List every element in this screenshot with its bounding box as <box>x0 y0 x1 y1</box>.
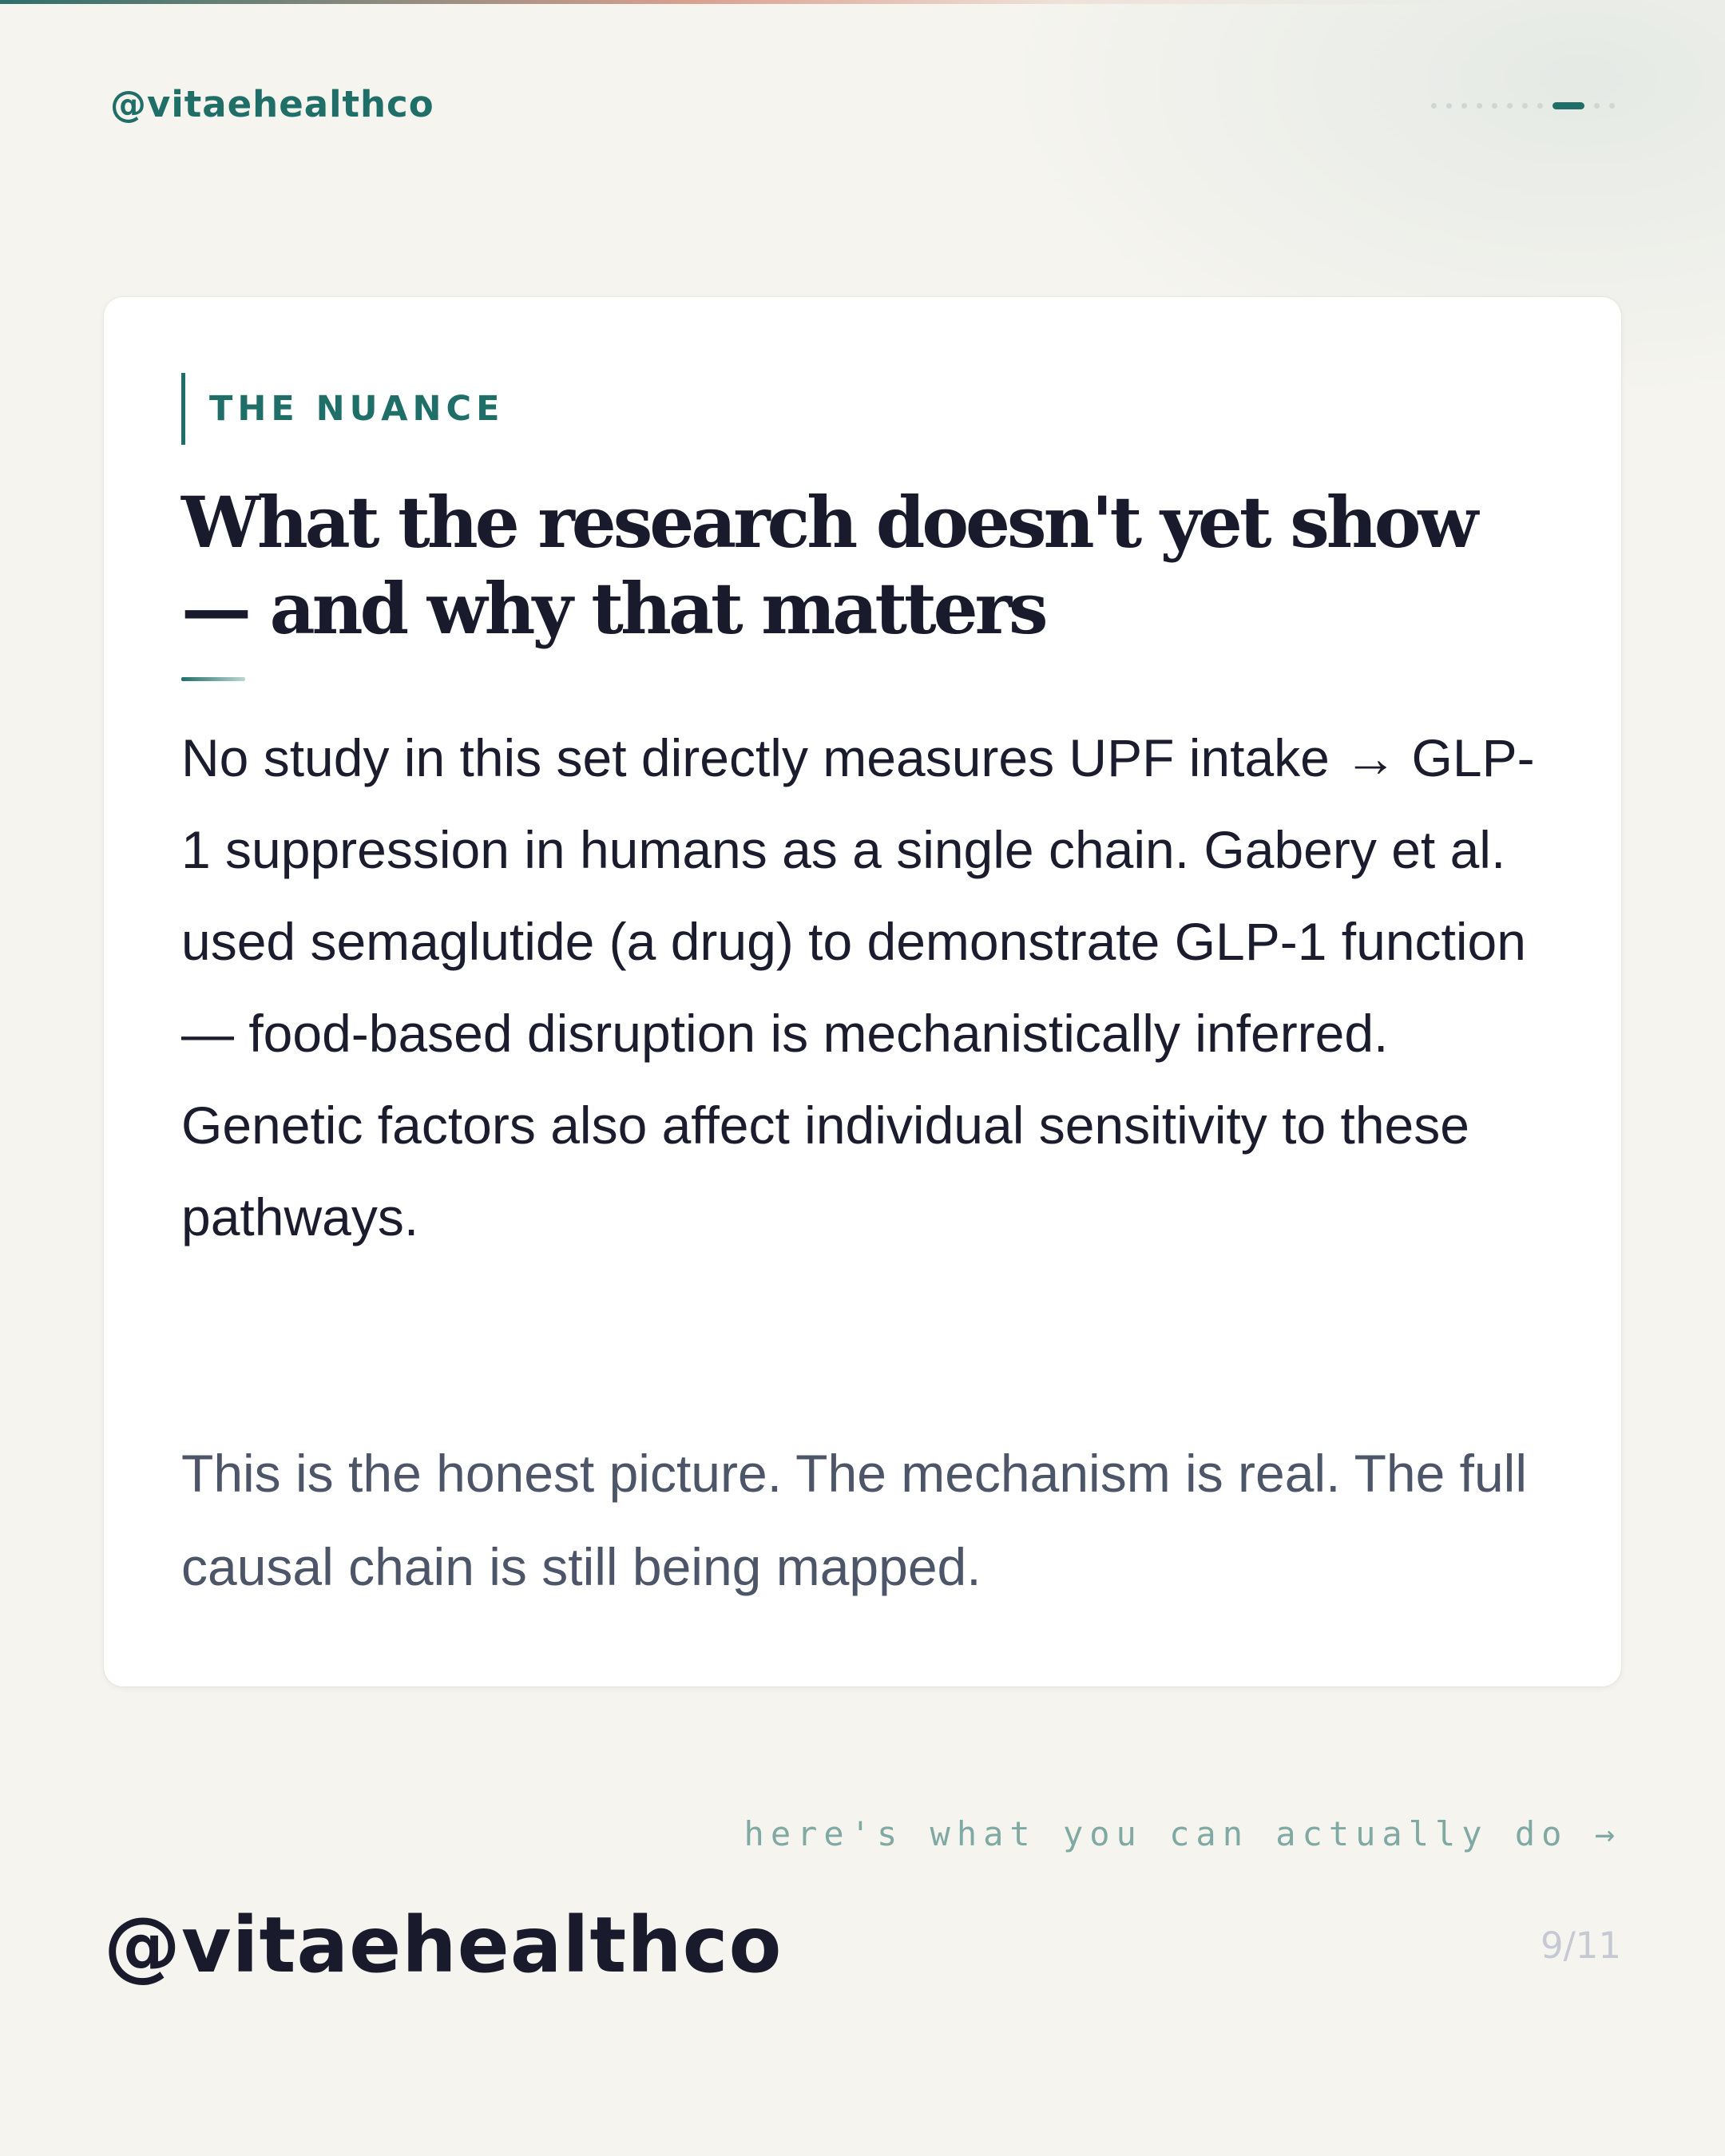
progress-dot <box>1537 103 1543 109</box>
headline-divider <box>181 677 245 681</box>
progress-dot <box>1446 103 1452 109</box>
progress-dot <box>1522 103 1528 109</box>
progress-dot <box>1609 103 1615 109</box>
slide-progress-dots <box>1431 102 1615 109</box>
content-card <box>104 297 1621 1686</box>
progress-dot <box>1594 103 1600 109</box>
card-body-text: No study in this set directly measures UPF intake → GLP-1 suppression in humans as a single chain. Gabery et al. used semaglutide (a drug) to demonstrate GLP-1 function — food-based disruption is mechanistically inferred. Genetic factors also affect individual sensitivity to these pathways. <box>181 728 1535 1246</box>
progress-dot <box>1507 103 1513 109</box>
page-number: 9/11 <box>1540 1924 1621 1967</box>
progress-dot <box>1461 103 1467 109</box>
progress-dot <box>1492 103 1497 109</box>
top-accent-bar <box>0 0 1725 4</box>
eyebrow-label <box>181 373 504 445</box>
header-handle: @vitaehealthco <box>110 83 434 125</box>
progress-dot-active <box>1552 102 1584 109</box>
next-slide-cta[interactable]: here's what you can actually do → <box>744 1814 1621 1853</box>
progress-dot <box>1477 103 1482 109</box>
card-subtext: This is the honest picture. The mechanism is real. The full causal chain is still being mapped. <box>181 1444 1527 1596</box>
card-headline: What the research doesn't yet show — and why that matters <box>181 481 1476 650</box>
progress-dot <box>1431 103 1437 109</box>
eyebrow-text: THE NUANCE <box>209 389 505 429</box>
footer-handle: @vitaehealthco <box>104 1900 783 1990</box>
